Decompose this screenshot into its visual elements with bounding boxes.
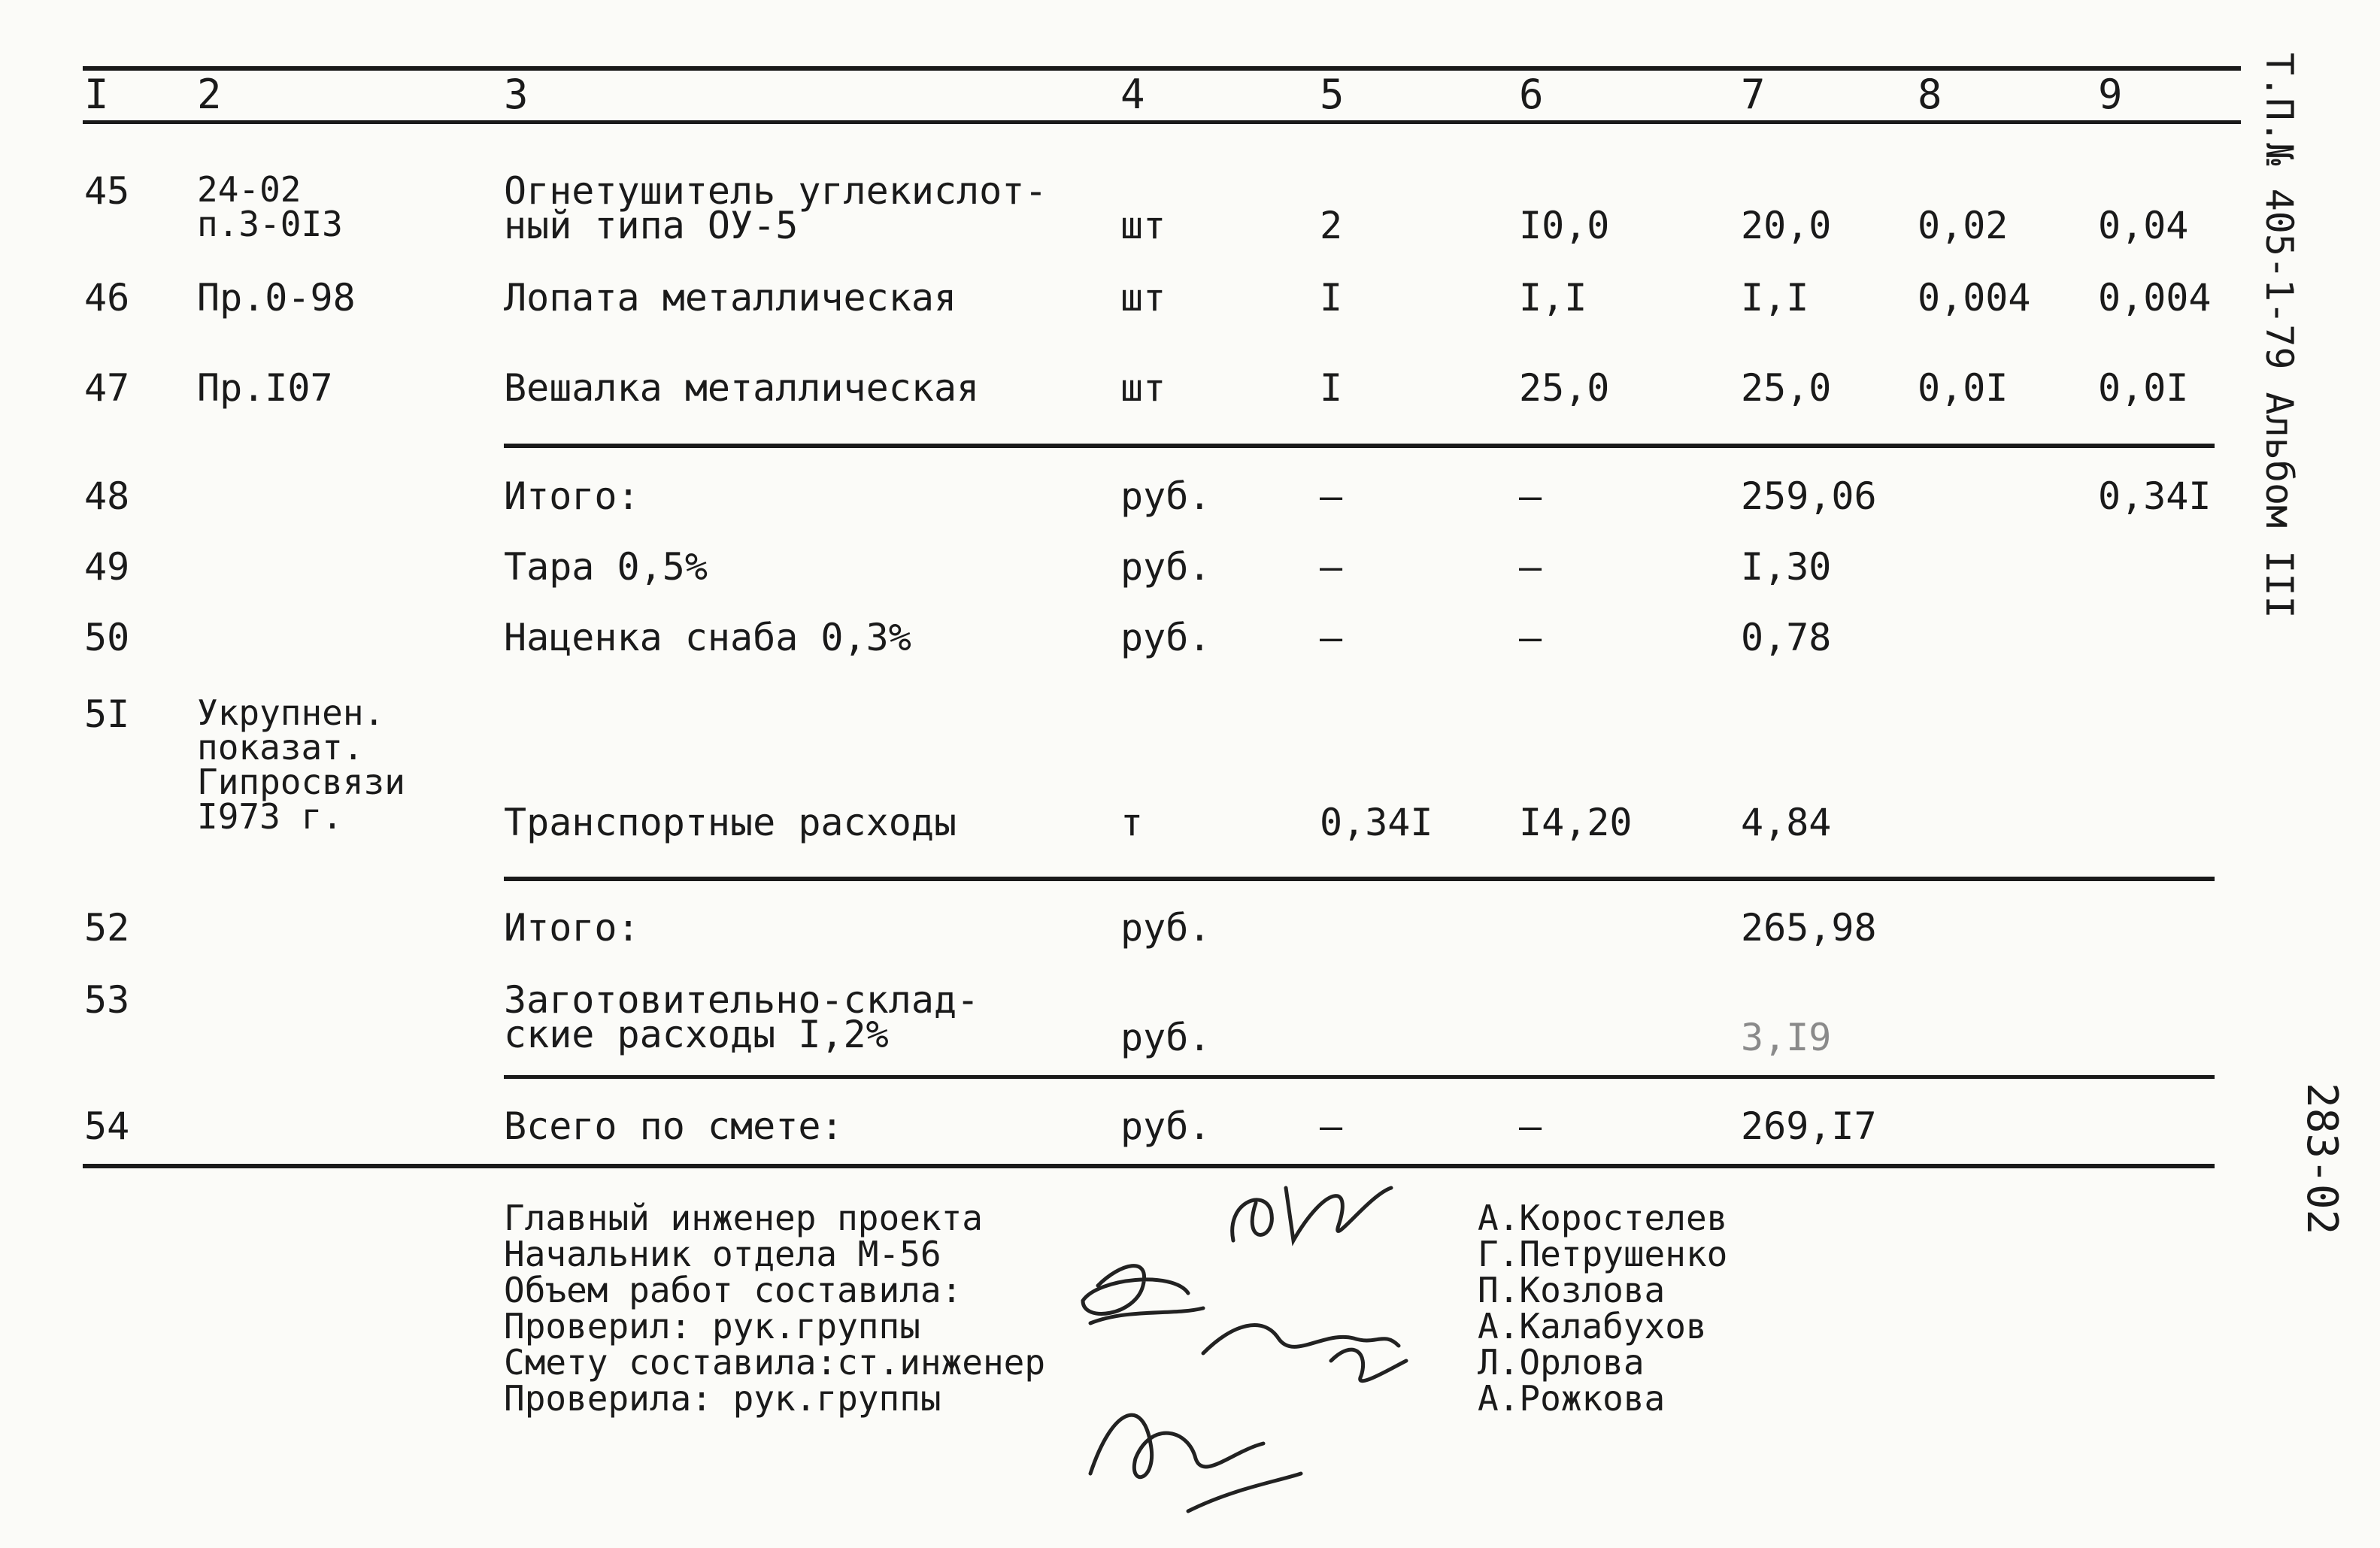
- row-sum: 259,06: [1741, 474, 1877, 518]
- row-sum: 265,98: [1741, 906, 1877, 950]
- name-line: А.Коростелев: [1478, 1198, 1728, 1238]
- row-number: 50: [84, 616, 130, 659]
- row-weight-total: 0,04: [2098, 204, 2189, 247]
- header-col-2: 2: [197, 71, 222, 118]
- row-ref: Гипросвязи: [197, 762, 405, 802]
- row-qty: 0,34I: [1320, 801, 1433, 844]
- row-price: I,I: [1519, 276, 1587, 320]
- role-line: Проверила: рук.группы: [504, 1378, 941, 1419]
- row-number: 46: [84, 276, 130, 320]
- row-sum: 3,I9: [1741, 1016, 1832, 1059]
- header-col-9: 9: [2098, 71, 2123, 118]
- row-number: 47: [84, 366, 130, 410]
- row-sum: I,30: [1741, 545, 1832, 589]
- row-name: Итого:: [504, 906, 640, 950]
- row-sum: 4,84: [1741, 801, 1832, 844]
- role-line: Проверил: рук.группы: [504, 1306, 920, 1347]
- row-number: 5I: [84, 692, 130, 736]
- row-price: 25,0: [1519, 366, 1610, 410]
- row-unit: руб.: [1120, 474, 1211, 518]
- row-unit: руб.: [1120, 1016, 1211, 1059]
- handwritten-signatures: [1038, 1158, 1459, 1519]
- subtotal-rule-1: [504, 444, 2215, 448]
- row-number: 49: [84, 545, 130, 589]
- row-name: ские расходы I,2%: [504, 1013, 889, 1056]
- row-price: I4,20: [1519, 801, 1633, 844]
- row-qty: I: [1320, 366, 1343, 410]
- row-number: 45: [84, 169, 130, 213]
- row-weight-total: 0,004: [2098, 276, 2212, 320]
- header-col-7: 7: [1741, 71, 1766, 118]
- row-number: 48: [84, 474, 130, 518]
- row-sum: I,I: [1741, 276, 1809, 320]
- row-name: Наценка снаба 0,3%: [504, 616, 911, 659]
- row-price: –: [1519, 1104, 1542, 1148]
- row-weight-total: 0,0I: [2098, 366, 2189, 410]
- row-name: Вешалка металлическая: [504, 366, 980, 410]
- row-name: Лопата металлическая: [504, 276, 957, 320]
- row-name: Тара 0,5%: [504, 545, 708, 589]
- row-sum: 20,0: [1741, 204, 1832, 247]
- row-name: Итого:: [504, 474, 640, 518]
- row-name: Огнетушитель углекислот-: [504, 169, 1048, 213]
- row-unit: руб.: [1120, 1104, 1211, 1148]
- row-weight: 0,004: [1918, 276, 2031, 320]
- row-name: ный типа ОУ-5: [504, 204, 799, 247]
- name-line: П.Козлова: [1478, 1270, 1666, 1310]
- row-sum: 0,78: [1741, 616, 1832, 659]
- row-weight-total: 0,34I: [2098, 474, 2212, 518]
- row-ref: показат.: [197, 727, 364, 768]
- row-name: Заготовительно-склад-: [504, 978, 980, 1022]
- row-ref: Укрупнен.: [197, 692, 385, 733]
- row-qty: 2: [1320, 204, 1343, 247]
- row-number: 53: [84, 978, 130, 1022]
- row-unit: руб.: [1120, 545, 1211, 589]
- row-price: –: [1519, 616, 1542, 659]
- row-number: 52: [84, 906, 130, 950]
- subtotal-rule-2: [504, 877, 2215, 881]
- row-ref: 24-02: [197, 169, 302, 210]
- header-col-5: 5: [1320, 71, 1345, 118]
- row-qty: –: [1320, 545, 1343, 589]
- row-name: Всего по смете:: [504, 1104, 844, 1148]
- role-line: Начальник отдела М-56: [504, 1234, 941, 1274]
- row-qty: –: [1320, 616, 1343, 659]
- row-qty: I: [1320, 276, 1343, 320]
- header-col-3: 3: [504, 71, 529, 118]
- row-price: –: [1519, 545, 1542, 589]
- row-price: –: [1519, 474, 1542, 518]
- name-line: Л.Орлова: [1478, 1342, 1645, 1383]
- row-qty: –: [1320, 474, 1343, 518]
- row-unit: шт: [1120, 276, 1166, 320]
- row-sum: 269,I7: [1741, 1104, 1877, 1148]
- header-col-6: 6: [1519, 71, 1544, 118]
- row-unit: т: [1120, 801, 1144, 844]
- row-ref: I973 г.: [197, 796, 343, 837]
- name-line: А.Рожкова: [1478, 1378, 1666, 1419]
- row-name: Транспортные расходы: [504, 801, 957, 844]
- header-col-4: 4: [1120, 71, 1145, 118]
- header-col-1: I: [84, 71, 109, 118]
- name-line: А.Калабухов: [1478, 1306, 1707, 1347]
- margin-album-label: Т.П.№ 405-1-79 Альбом III: [2257, 53, 2301, 619]
- role-line: Главный инженер проекта: [504, 1198, 983, 1238]
- name-line: Г.Петрушенко: [1478, 1234, 1728, 1274]
- row-unit: шт: [1120, 366, 1166, 410]
- row-weight: 0,0I: [1918, 366, 2009, 410]
- signature-roles: [504, 1198, 1046, 1419]
- subtotal-rule-3: [504, 1075, 2215, 1079]
- row-price: I0,0: [1519, 204, 1610, 247]
- row-unit: руб.: [1120, 906, 1211, 950]
- row-unit: шт: [1120, 204, 1166, 247]
- signature-names: [1478, 1198, 1728, 1419]
- header-col-8: 8: [1918, 71, 1942, 118]
- row-weight: 0,02: [1918, 204, 2009, 247]
- margin-code: 283-02: [2297, 1083, 2346, 1235]
- row-ref: Пр.0-98: [197, 276, 356, 320]
- row-ref: Пр.I07: [197, 366, 333, 410]
- row-number: 54: [84, 1104, 130, 1148]
- header-rule: [83, 120, 2241, 124]
- row-unit: руб.: [1120, 616, 1211, 659]
- row-qty: –: [1320, 1104, 1343, 1148]
- role-line: Объем работ составила:: [504, 1270, 963, 1310]
- role-line: Смету составила:ст.инженер: [504, 1342, 1046, 1383]
- row-sum: 25,0: [1741, 366, 1832, 410]
- row-ref: п.3-0I3: [197, 204, 343, 244]
